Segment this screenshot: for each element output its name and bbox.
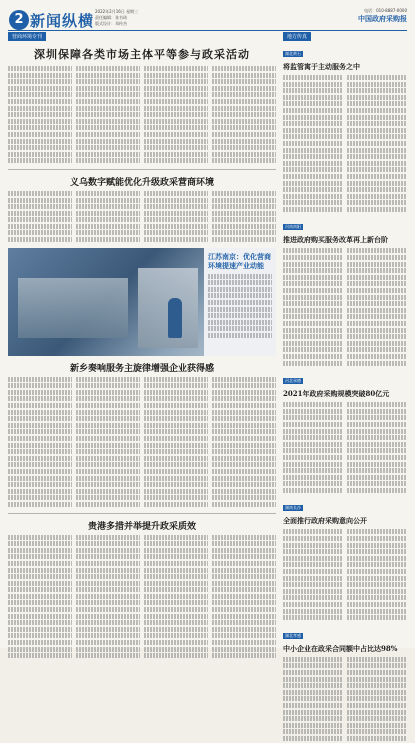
headline-nanyang: 推进政府购买服务改革再上新台阶 (283, 235, 388, 245)
article-shenzhen-body (8, 66, 276, 165)
paper-brand: 中国政府采购报 (358, 14, 407, 23)
section-tag-right: 地方传真 (283, 32, 311, 41)
worker-figure (168, 298, 182, 338)
contact-line: 电话：010-8887-0000 (364, 8, 407, 13)
region-label-xiaogan: 湖北孝感 (285, 632, 301, 638)
section-divider-2 (8, 513, 276, 514)
section-divider (8, 169, 276, 170)
issue-meta (95, 9, 138, 27)
headline-guigang: 贵港多措并举提升政采质效 (87, 521, 196, 532)
region-label-nanyang: 河南南阳 (285, 224, 301, 230)
headline-huangshi: 将监管寓于主动服务之中 (283, 62, 360, 71)
region-label-changsha: 湖南长沙 (285, 505, 301, 511)
headline-xiaogan: 中小企业在政采合同额中占比达98% (283, 643, 398, 653)
region-label-huangshi: 湖北黄石 (285, 51, 301, 56)
article-yiwu-body (8, 191, 276, 244)
headline-xinxiang: 新乡奏响服务主旋律增强企业获得感 (69, 363, 214, 374)
designer-line: 版式设计：邓传杰 (95, 21, 127, 26)
headline-yiwu: 义乌数字赋能优化升级政采营商环境 (69, 177, 214, 188)
headline-shenzhen: 深圳保障各类市场主体平等参与政采活动 (34, 48, 250, 61)
section-tag-left: 营商环境专刊 (8, 32, 46, 41)
masthead (0, 0, 415, 40)
headline-changsha: 全面推行政府采购意向公开 (283, 516, 367, 526)
left-column-area (8, 40, 276, 660)
editor-line: 责任编辑：张书琦 (95, 15, 127, 20)
photo-caption-title: 江苏南京：优化营商环境提速产业动能 (208, 251, 271, 270)
article-guigang-body (8, 535, 276, 660)
masthead-divider (8, 30, 407, 31)
region-label-chengde: 河北承德 (285, 378, 301, 384)
issue-date: 2022年2月16日 星期三 (95, 9, 139, 14)
page-number-badge: 2 (9, 10, 29, 30)
headline-chengde: 2021年政府采购规模突破80亿元 (283, 389, 390, 399)
factory-photo (8, 248, 276, 356)
article-xinxiang-body (8, 377, 276, 509)
section-title: 新闻纵横 (30, 12, 95, 30)
photo-caption-box (204, 248, 276, 356)
masthead-right (358, 8, 407, 24)
right-column-area (283, 40, 407, 743)
